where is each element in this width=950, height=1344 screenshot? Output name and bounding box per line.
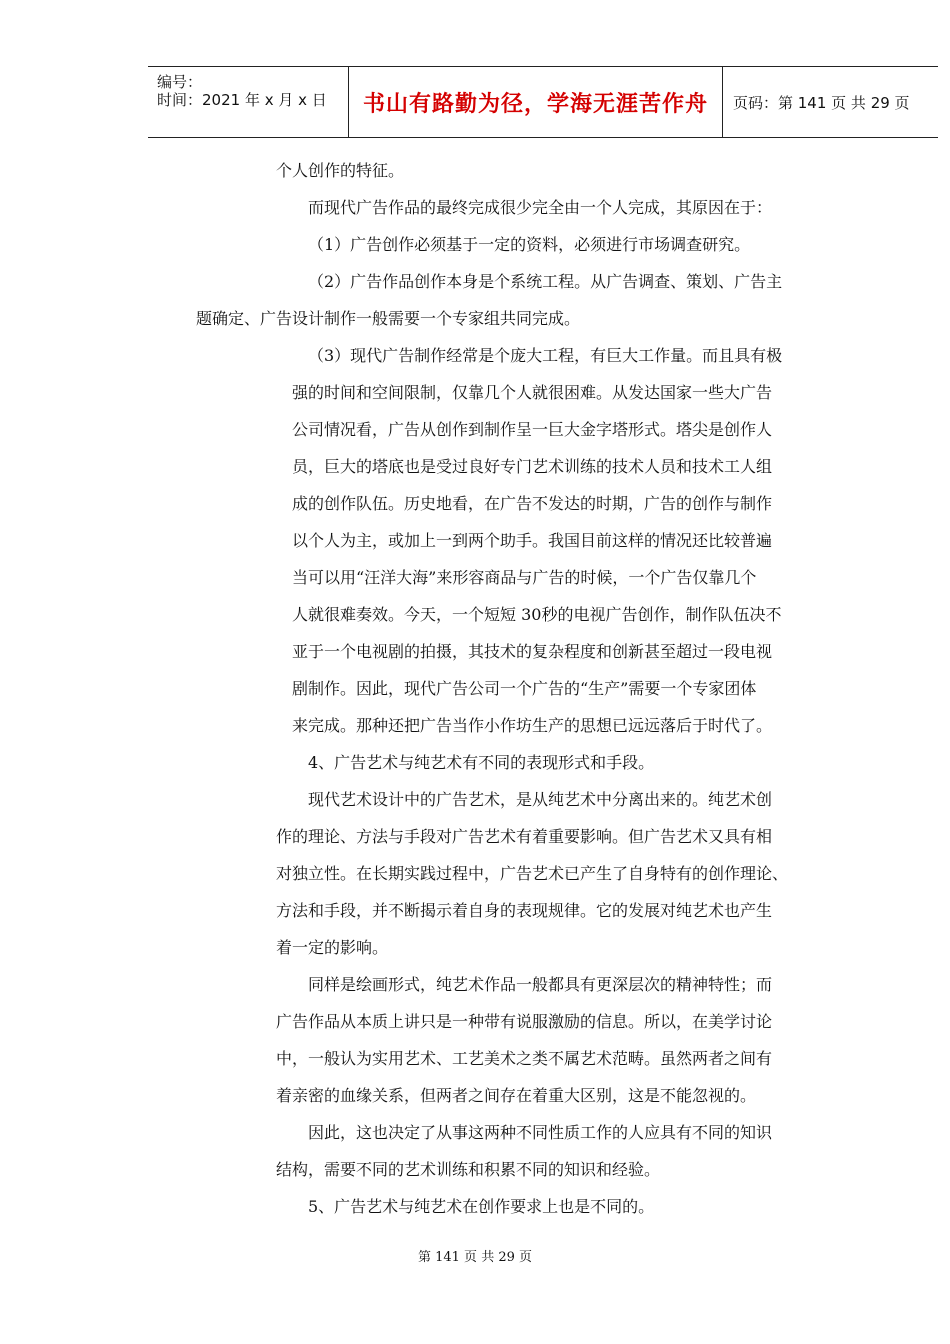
header-motto: 书山有路勤为径，学海无涯苦作舟 [349, 67, 723, 137]
page-footer: 第 141 页 共 29 页 [417, 1250, 533, 1265]
header-meta [148, 67, 349, 137]
text-line: 成的创作队伍。历史地看，在广告不发达的时期，广告的创作与制作 [292, 494, 773, 513]
text-line: （3）现代广告制作经常是个庞大工程，有巨大工作量。而且具有极 [308, 346, 783, 365]
text-line: 人就很难奏效。今天，一个短短 30秒的电视广告创作，制作队伍决不 [292, 605, 782, 624]
text-line: 结构，需要不同的艺术训练和积累不同的知识和经验。 [276, 1160, 661, 1179]
text-line: 作的理论、方法与手段对广告艺术有着重要影响。但广告艺术又具有相 [276, 827, 773, 846]
header-page-info: 页码：第 141 页 共 29 页 [733, 93, 910, 112]
text-line: 中，一般认为实用艺术、工艺美术之类不属艺术范畴。虽然两者之间有 [276, 1049, 773, 1068]
text-line: 以个人为主，或加上一到两个助手。我国目前这样的情况还比较普遍 [292, 531, 773, 550]
section-heading: 5、广告艺术与纯艺术在创作要求上也是不同的。 [308, 1197, 655, 1216]
text-line: 公司情况看，广告从创作到制作呈一巨大金字塔形式。塔尖是创作人 [292, 420, 773, 439]
document-body [196, 152, 816, 1225]
text-line: 个人创作的特征。 [276, 161, 405, 180]
text-line: 广告作品从本质上讲只是一种带有说服激励的信息。所以，在美学讨论 [276, 1012, 773, 1031]
text-line: 着一定的影响。 [276, 938, 389, 957]
text-line: 同样是绘画形式，纯艺术作品一般都具有更深层次的精神特性；而 [308, 975, 773, 994]
text-line: 因此，这也决定了从事这两种不同性质工作的人应具有不同的知识 [308, 1123, 773, 1142]
text-line: 现代艺术设计中的广告艺术，是从纯艺术中分离出来的。纯艺术创 [308, 790, 773, 809]
text-line: 着亲密的血缘关系，但两者之间存在着重大区别，这是不能忽视的。 [276, 1086, 757, 1105]
text-line: 亚于一个电视剧的拍摄，其技术的复杂程度和创新甚至超过一段电视 [292, 642, 773, 661]
text-line: 当可以用“汪洋大海”来形容商品与广告的时候，一个广告仅靠几个 [292, 568, 757, 587]
text-line: （1）广告创作必须基于一定的资料，必须进行市场调查研究。 [308, 235, 751, 254]
time-label: 时间：2021 年 x 月 x 日 [157, 91, 327, 109]
text-line: 题确定、广告设计制作一般需要一个专家组共同完成。 [196, 309, 581, 328]
text-line: （2）广告作品创作本身是个系统工程。从广告调查、策划、广告主 [308, 272, 783, 291]
text-line: 方法和手段，并不断揭示着自身的表现规律。它的发展对纯艺术也产生 [276, 901, 773, 920]
text-line: 而现代广告作品的最终完成很少完全由一个人完成，其原因在于： [308, 198, 773, 217]
section-heading: 4、广告艺术与纯艺术有不同的表现形式和手段。 [308, 753, 655, 772]
text-line: 员，巨大的塔底也是受过良好专门艺术训练的技术人员和技术工人组 [292, 457, 773, 476]
text-line: 剧制作。因此，现代广告公司一个广告的“生产”需要一个专家团体 [292, 679, 757, 698]
text-line: 强的时间和空间限制，仅靠几个人就很困难。从发达国家一些大广告 [292, 383, 773, 402]
text-line: 来完成。那种还把广告当作小作坊生产的思想已远远落后于时代了。 [292, 716, 773, 735]
number-label: 编号： [157, 73, 203, 91]
page-header [148, 66, 938, 138]
text-line: 对独立性。在长期实践过程中，广告艺术已产生了自身特有的创作理论、 [276, 864, 789, 883]
